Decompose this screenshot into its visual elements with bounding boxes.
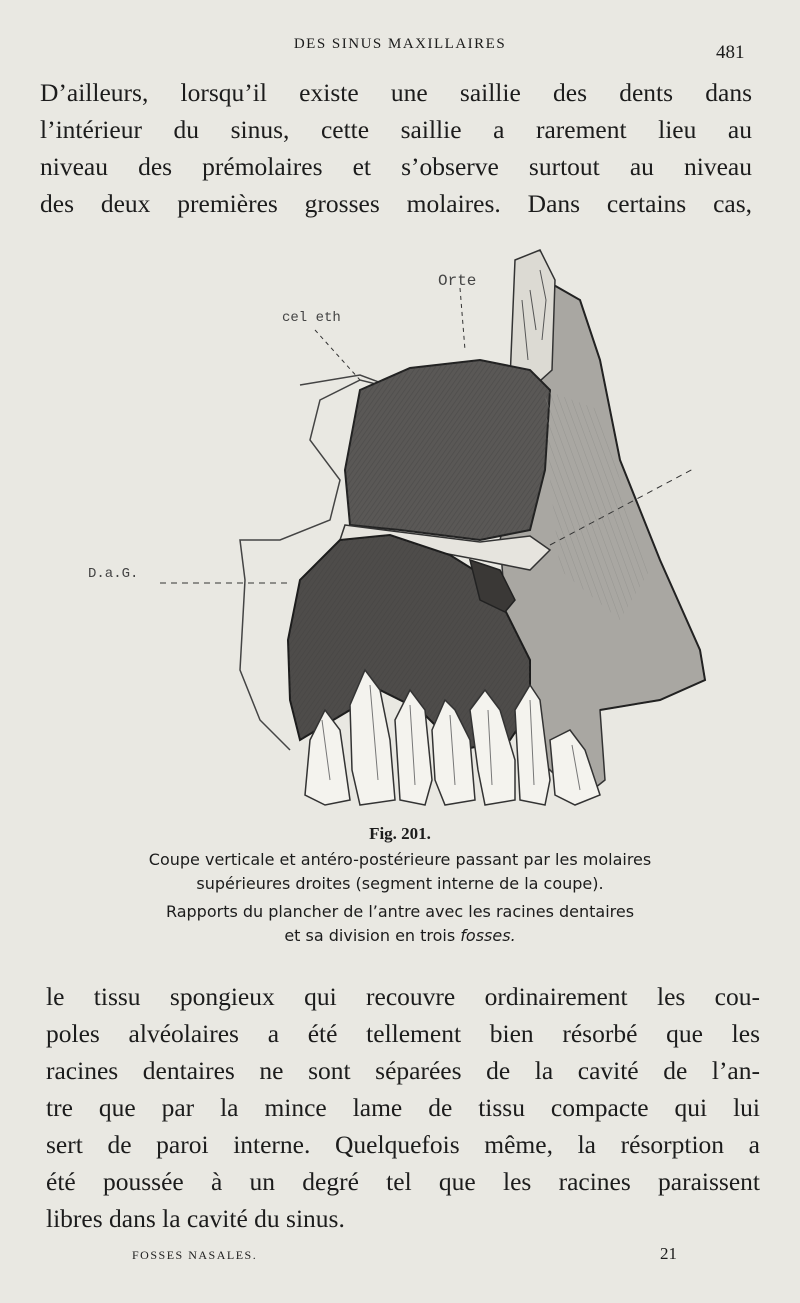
caption-text: et sa division en trois [284, 926, 461, 945]
text-line: tre que par la mince lame de tissu compacte qui lui [46, 1093, 760, 1122]
footer-signature-mark: 21 [660, 1244, 677, 1263]
figure-title: Fig. 201. [369, 824, 431, 843]
text-line: été poussée à un degré tel que les racines paraissent [46, 1167, 760, 1196]
running-head: DES SINUS MAXILLAIRES [293, 36, 507, 52]
text-line: D’ailleurs, lorsqu’il existe une saillie des dents dans [40, 78, 752, 107]
paragraph-bottom [46, 978, 760, 1237]
figure-label-cel-eth: cel eth [282, 310, 341, 326]
text-line: niveau des prémolaires et s’observe surtout au niveau [40, 152, 752, 181]
text-line: l’intérieur du sinus, cette saillie a rarement lieu au [40, 115, 752, 144]
text-line: racines dentaires ne sont séparées de la cavité de l’an- [46, 1056, 760, 1085]
caption-line: Coupe verticale et antéro-postérieure passant par les molaires [148, 850, 652, 869]
text-line: sert de paroi interne. Quelquefois même, la résorption a [46, 1130, 760, 1159]
footer-section-title: FOSSES NASALES. [132, 1248, 258, 1262]
text-line: le tissu spongieux qui recouvre ordinairement les cou- [46, 982, 760, 1011]
text-line: libres dans la cavité du sinus. [46, 1204, 345, 1233]
figure-caption-part1 [0, 848, 800, 896]
figure-label-dag: D.a.G. [88, 566, 139, 582]
caption-italic: fosses. [460, 926, 516, 945]
paragraph-top [40, 74, 752, 222]
figure-caption-part2 [0, 900, 800, 948]
text-line: des deux premières grosses molaires. Dans certains cas, [40, 189, 752, 218]
text-line: poles alvéolaires a été tellement bien résorbé que les [46, 1019, 760, 1048]
caption-line: supérieures droites (segment interne de la coupe). [196, 874, 604, 893]
figure-label-orte: Orte [438, 272, 477, 290]
anatomical-illustration [60, 240, 740, 820]
page-number: 481 [716, 42, 745, 63]
caption-line [0, 924, 800, 948]
caption-line: Rapports du plancher de l’antre avec les racines dentaires [165, 902, 635, 921]
